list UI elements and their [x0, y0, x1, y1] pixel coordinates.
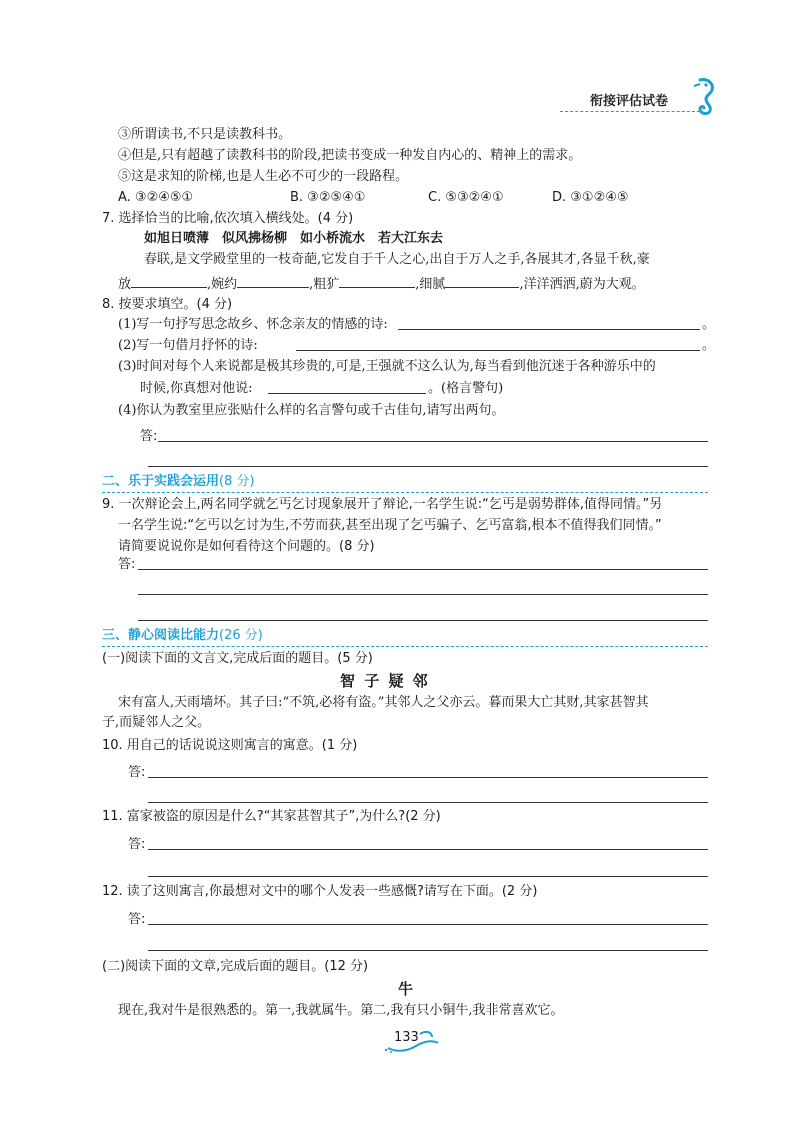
answer-line[interactable] — [296, 350, 700, 351]
section2-heading: 二、乐于实践会运用(8 分) — [102, 474, 255, 489]
q12-title: 12. 读了这则寓言,你最想对文中的哪个人发表一些感慨?请写在下面。(2 分) — [102, 884, 538, 899]
q7-title: 7. 选择恰当的比喻,依次填入横线处。(4 分) — [102, 211, 354, 226]
option-c: C. ⑤③②④① — [428, 190, 504, 205]
sentence-4: ④但是,只有超越了读教科书的阶段,把读书变成一种发自内心的、精神上的需求。 — [118, 148, 582, 163]
blank[interactable] — [237, 274, 309, 288]
answer-line[interactable] — [148, 950, 708, 951]
q8-p2: (2)写一句借月抒怀的诗: — [118, 338, 258, 353]
essay-title: 牛 — [398, 980, 414, 998]
answer-line[interactable] — [148, 876, 708, 877]
option-b: B. ③②⑤④① — [290, 190, 366, 205]
answer-line[interactable] — [138, 594, 708, 595]
answer-label: 答: — [128, 837, 146, 852]
q9-line3: 请简要说说你是如何看待这个问题的。(8 分) — [118, 539, 375, 554]
q8-p3c: 。(格言警句) — [428, 381, 504, 396]
story-title: 智 子 疑 邻 — [340, 672, 430, 690]
q8-p3b: 时候,你真想对他说: — [140, 381, 253, 396]
q8-p1: (1)写一句抒写思念故乡、怀念亲友的情感的诗: — [118, 317, 388, 332]
answer-label: 答: — [118, 557, 136, 572]
answer-line[interactable] — [148, 466, 708, 467]
story-line2: 子,而疑邻人之父。 — [102, 715, 211, 730]
q11-title: 11. 富家被盗的原因是什么?“其家甚智其子”,为什么?(2 分) — [102, 809, 441, 824]
answer-line[interactable] — [148, 849, 708, 850]
answer-line[interactable] — [148, 924, 708, 925]
q7-choices: 如旭日喷薄 似风拂杨柳 如小桥流水 若大江东去 — [144, 231, 444, 246]
option-d: D. ③①②④⑤ — [552, 190, 629, 205]
seahorse-icon — [686, 76, 720, 120]
answer-line[interactable] — [138, 620, 708, 621]
essay-line1: 现在,我对牛是很熟悉的。第一,我就属牛。第二,我有只小铜牛,我非常喜欢它。 — [118, 1003, 564, 1018]
part2-instruction: (二)阅读下面的文章,完成后面的题目。(12 分) — [102, 959, 369, 974]
answer-line[interactable] — [398, 329, 700, 330]
section-divider — [102, 646, 708, 647]
q8-title: 8. 按要求填空。(4 分) — [102, 297, 233, 312]
story-line1: 宋有富人,天雨墙坏。其子曰:“不筑,必将有盗。”其邻人之父亦云。暮而果大亡其财,其家甚智其 — [118, 695, 649, 710]
answer-label: 答: — [128, 765, 146, 780]
answer-line[interactable] — [148, 802, 708, 803]
q8-p3a: (3)时间对每个人来说都是极其珍贵的,可是,王强就不这么认为,每当看到他沉迷于各种游乐中的 — [118, 359, 656, 374]
q8-p2-period: 。 — [702, 338, 716, 353]
header-title: 衔接评估试卷 — [590, 94, 669, 109]
answer-label: 答: — [140, 429, 158, 444]
blank[interactable] — [445, 274, 519, 288]
answer-line[interactable] — [148, 777, 708, 778]
page-number: 133 — [394, 1030, 419, 1045]
q7-line1: 春联,是文学殿堂里的一枝奇葩,它发自于千人之心,出自于万人之手,各展其才,各显千秋,豪 — [144, 252, 650, 267]
q8-p4: (4)你认为教室里应张贴什么样的名言警句或千古佳句,请写出两句。 — [118, 403, 505, 418]
q9-line1: 9. 一次辩论会上,两名同学就乞丐乞讨现象展开了辩论,一名学生说:“乞丐是弱势群体,值得同情。”另 — [102, 497, 663, 512]
sentence-3: ③所谓读书,不只是读教科书。 — [118, 127, 292, 142]
q8-p1-period: 。 — [702, 317, 716, 332]
header-rule — [560, 111, 700, 112]
answer-line[interactable] — [158, 441, 708, 442]
section3-heading: 三、静心阅读比能力(26 分) — [102, 628, 263, 643]
option-a: A. ③②④⑤① — [118, 190, 194, 205]
part1-instruction: (一)阅读下面的文言文,完成后面的题目。(5 分) — [102, 651, 373, 666]
q10-title: 10. 用自己的话说说这则寓言的寓意。(1 分) — [102, 738, 358, 753]
sentence-5: ⑤这是求知的阶梯,也是人生必不可少的一段路程。 — [118, 169, 409, 184]
blank[interactable] — [131, 274, 207, 288]
section-divider — [102, 492, 708, 493]
blank[interactable] — [339, 274, 415, 288]
answer-label: 答: — [128, 912, 146, 927]
q9-line2: 一名学生说:“乞丐以乞讨为生,不劳而获,甚至出现了乞丐骗子、乞丐富翁,根本不值得我们同情。” — [118, 518, 662, 533]
q7-line2: 放 ,婉约 ,粗犷 ,细腻 ,洋洋洒洒,蔚为大观。 — [118, 274, 645, 294]
answer-line[interactable] — [138, 569, 708, 570]
answer-line[interactable] — [268, 393, 426, 394]
